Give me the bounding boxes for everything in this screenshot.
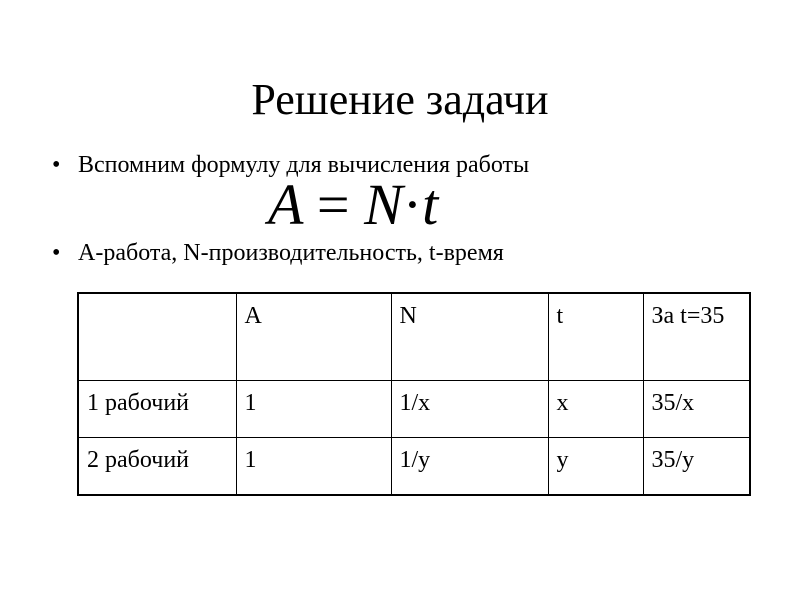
table-cell: 1 — [236, 381, 391, 438]
formula-multiply-dot: · — [402, 172, 423, 237]
table-header-cell: N — [391, 293, 548, 381]
table-cell: 1 рабочий — [78, 381, 236, 438]
table-row — [78, 438, 750, 496]
formula-time-symbol: t — [422, 172, 439, 237]
table-cell: 1/x — [391, 381, 548, 438]
bullet-dot: • — [52, 240, 61, 266]
formula-productivity-symbol: N — [364, 172, 403, 237]
bullet-dot: • — [52, 152, 61, 178]
table-header-cell: За t=35 — [643, 293, 750, 381]
formula-equals: = — [316, 172, 350, 237]
table-cell: 2 рабочий — [78, 438, 236, 496]
table-cell: 1 — [236, 438, 391, 496]
slide-title: Решение задачи — [251, 75, 549, 124]
bullet-text: Вспомним формулу для вычисления работы — [78, 152, 530, 178]
bullet-text: А-работа, N-производительность, t-время — [78, 240, 504, 266]
table-header-row — [78, 293, 750, 381]
table-row — [78, 381, 750, 438]
table-header-cell: t — [548, 293, 643, 381]
table-cell: x — [548, 381, 643, 438]
work-formula — [268, 172, 608, 238]
table-header-cell: A — [236, 293, 391, 381]
table-header-cell — [78, 293, 236, 381]
table-cell: 35/x — [643, 381, 750, 438]
bullet-definitions — [52, 238, 504, 268]
formula-work-symbol: A — [268, 172, 303, 237]
table-cell: 35/y — [643, 438, 750, 496]
work-table — [77, 292, 751, 496]
table-cell: y — [548, 438, 643, 496]
table-cell: 1/y — [391, 438, 548, 496]
